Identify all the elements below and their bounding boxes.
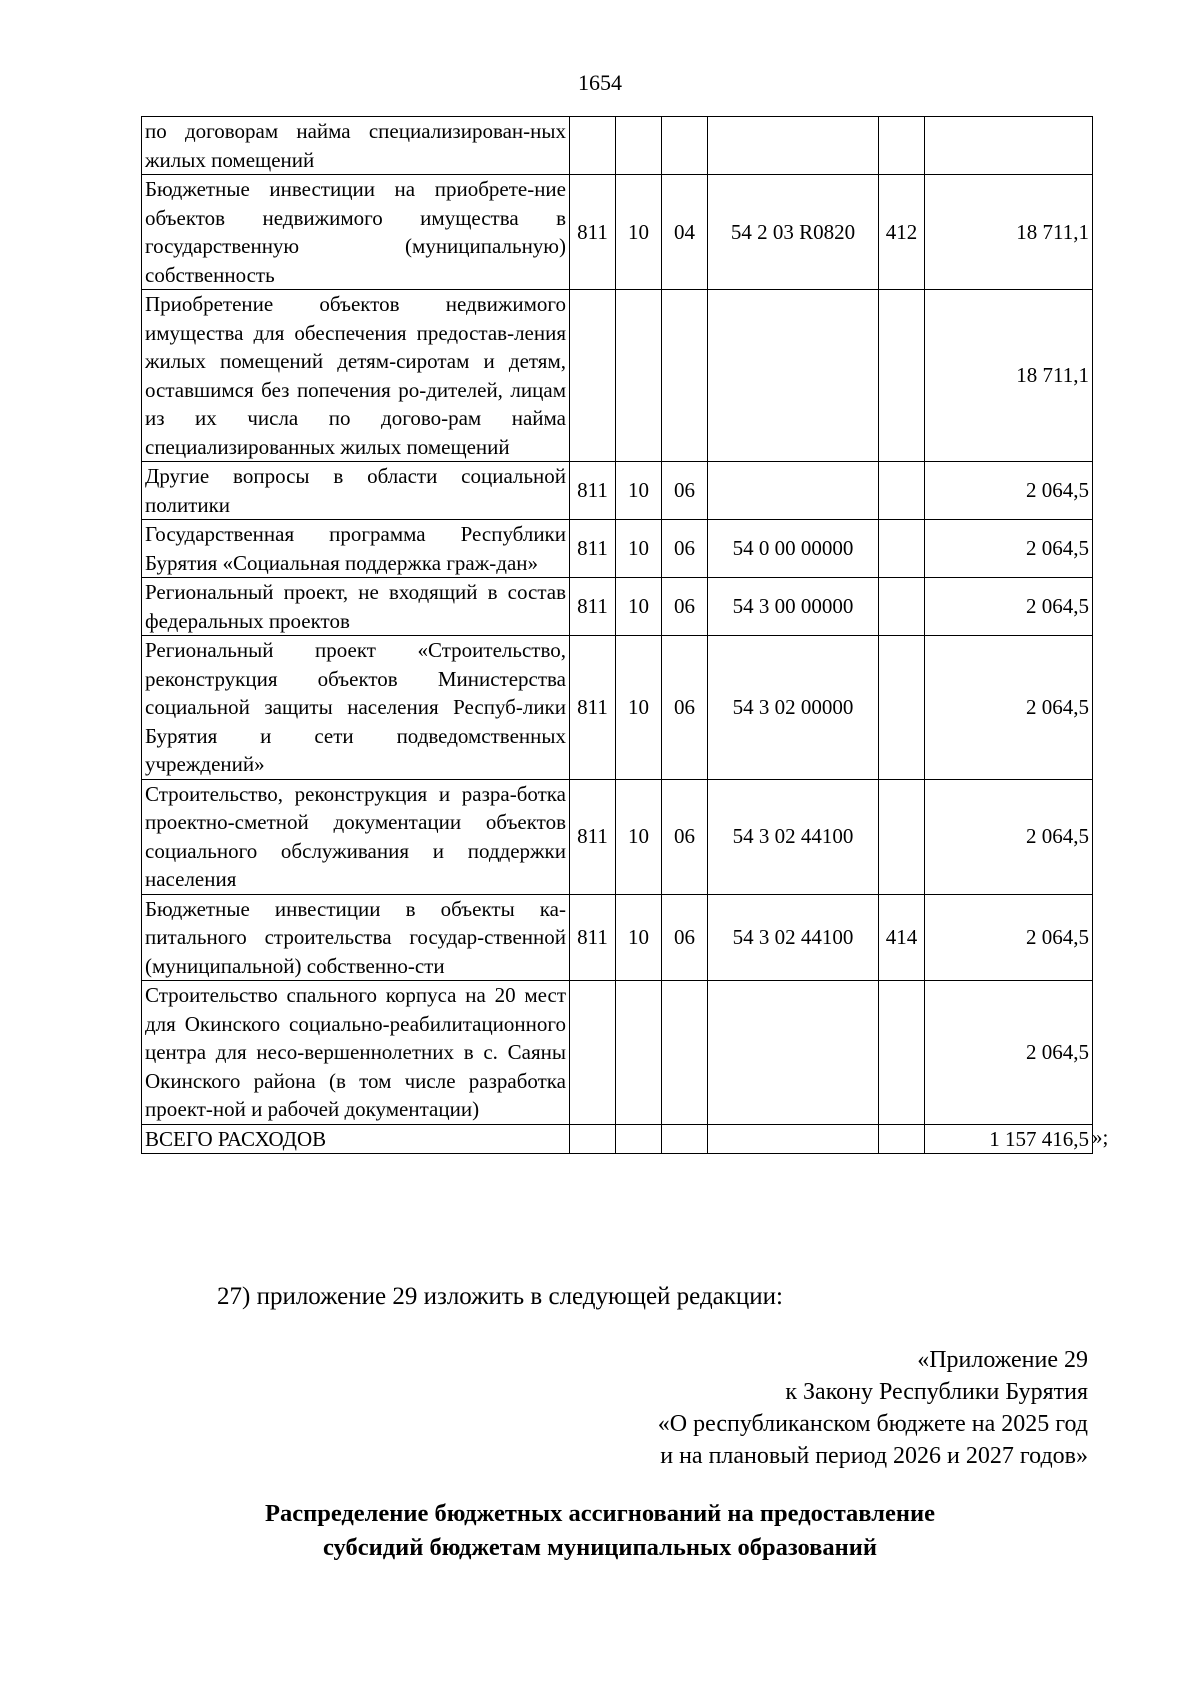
code-section: 10: [616, 578, 662, 636]
code-expense-type: [879, 290, 925, 462]
code-target-article: 54 0 00 00000: [708, 520, 879, 578]
code-expense-type: [879, 520, 925, 578]
code-admin: 811: [570, 175, 616, 290]
code-target-article: 54 3 02 44100: [708, 779, 879, 894]
code-section: [616, 981, 662, 1125]
code-subsection: 06: [662, 462, 708, 520]
table-row: [142, 981, 1093, 1125]
code-subsection: 06: [662, 894, 708, 981]
table-row: [142, 117, 1093, 175]
table-row: [142, 779, 1093, 894]
code-expense-type: [879, 578, 925, 636]
amount: 2 064,5: [925, 981, 1093, 1125]
code-section: 10: [616, 779, 662, 894]
row-name: Региональный проект «Строительство, реконструкция объектов Министерства социальной защиты населения Респуб-лики Бурятия и сети подведомственных учреждений»: [142, 636, 570, 780]
total-label: ВСЕГО РАСХОДОВ: [142, 1124, 570, 1154]
title-line: Распределение бюджетных ассигнований на предоставление: [265, 1500, 935, 1527]
empty-cell: [570, 1124, 616, 1154]
code-subsection: 04: [662, 175, 708, 290]
row-name: Государственная программа Республики Бурятия «Социальная поддержка граж-дан»: [142, 520, 570, 578]
code-section: 10: [616, 520, 662, 578]
code-expense-type: 412: [879, 175, 925, 290]
appendix-line: к Закону Республики Бурятия: [785, 1379, 1088, 1405]
amount: 2 064,5: [925, 894, 1093, 981]
row-name: Другие вопросы в области социальной политики: [142, 462, 570, 520]
code-target-article: 54 2 03 R0820: [708, 175, 879, 290]
row-name: Бюджетные инвестиции в объекты ка-питального строительства государ-ственной (муниципальной) собственно-сти: [142, 894, 570, 981]
empty-cell: [662, 1124, 708, 1154]
empty-cell: [708, 1124, 879, 1154]
code-admin: 811: [570, 462, 616, 520]
title-line: субсидий бюджетам муниципальных образований: [322, 1534, 877, 1561]
row-name: Бюджетные инвестиции на приобрете-ние объектов недвижимого имущества в государственную (муниципальную) собственность: [142, 175, 570, 290]
row-name: Приобретение объектов недвижимого имущества для обеспечения предостав-ления жилых помещений детям-сиротам и детям, оставшимся без попечения ро-дителей, лицам из их числа по догово-рам найма специализированных жилых помещений: [142, 290, 570, 462]
amount: 2 064,5: [925, 520, 1093, 578]
amount: 2 064,5: [925, 779, 1093, 894]
code-expense-type: [879, 117, 925, 175]
table-row: [142, 520, 1093, 578]
empty-cell: [616, 1124, 662, 1154]
code-expense-type: [879, 779, 925, 894]
appendix-line: «О республиканском бюджете на 2025 год: [657, 1411, 1088, 1437]
row-name: Региональный проект, не входящий в состав федеральных проектов: [142, 578, 570, 636]
table-row: [142, 175, 1093, 290]
amount: 2 064,5: [925, 462, 1093, 520]
table-row: [142, 290, 1093, 462]
code-admin: 811: [570, 520, 616, 578]
code-admin: [570, 117, 616, 175]
code-expense-type: [879, 981, 925, 1125]
amount: 2 064,5: [925, 578, 1093, 636]
amount: 18 711,1: [925, 290, 1093, 462]
document-title: [0, 1497, 1200, 1565]
code-section: 10: [616, 894, 662, 981]
code-target-article: 54 3 00 00000: [708, 578, 879, 636]
table-row: [142, 894, 1093, 981]
empty-cell: [879, 1124, 925, 1154]
budget-table: [141, 116, 1109, 1154]
amount: 18 711,1: [925, 175, 1093, 290]
closing-quote: »;: [1092, 1124, 1109, 1149]
row-name: по договорам найма специализирован-ных жилых помещений: [142, 117, 570, 175]
code-target-article: [708, 117, 879, 175]
code-section: 10: [616, 636, 662, 780]
code-expense-type: [879, 462, 925, 520]
code-expense-type: [879, 636, 925, 780]
row-name: Строительство, реконструкция и разра-ботка проектно-сметной документации объектов социального обслуживания и поддержки населения: [142, 779, 570, 894]
code-section: [616, 290, 662, 462]
code-admin: 811: [570, 779, 616, 894]
code-target-article: 54 3 02 44100: [708, 894, 879, 981]
code-target-article: [708, 462, 879, 520]
table-row: [142, 578, 1093, 636]
total-amount-cell: [925, 1124, 1109, 1154]
code-admin: 811: [570, 636, 616, 780]
table-row: [142, 636, 1093, 780]
code-subsection: 06: [662, 578, 708, 636]
code-target-article: [708, 981, 879, 1125]
amendment-text: 27) приложение 29 изложить в следующей редакции:: [217, 1283, 783, 1310]
code-subsection: [662, 290, 708, 462]
total-row: [142, 1124, 1093, 1154]
code-subsection: [662, 981, 708, 1125]
page-number: 1654: [578, 70, 622, 95]
code-admin: 811: [570, 578, 616, 636]
code-section: 10: [616, 462, 662, 520]
code-section: [616, 117, 662, 175]
table-row: [142, 462, 1093, 520]
code-target-article: 54 3 02 00000: [708, 636, 879, 780]
code-expense-type: 414: [879, 894, 925, 981]
appendix-header: [658, 1344, 1088, 1472]
code-subsection: 06: [662, 779, 708, 894]
row-name: Строительство спального корпуса на 20 мест для Окинского социально-реабилитационного центра для несо-вершеннолетних в с. Саяны Окинского района (в том числе разработка проект-ной и рабочей документации): [142, 981, 570, 1125]
code-admin: [570, 290, 616, 462]
appendix-line: и на плановый период 2026 и 2027 годов»: [660, 1443, 1088, 1469]
code-admin: 811: [570, 894, 616, 981]
code-admin: [570, 981, 616, 1125]
code-subsection: 06: [662, 520, 708, 578]
code-subsection: 06: [662, 636, 708, 780]
amount: 2 064,5: [925, 636, 1093, 780]
code-section: 10: [616, 175, 662, 290]
code-target-article: [708, 290, 879, 462]
amount: [925, 117, 1093, 175]
code-subsection: [662, 117, 708, 175]
appendix-line: «Приложение 29: [917, 1347, 1088, 1373]
total-amount: 1 157 416,5: [989, 1126, 1089, 1151]
